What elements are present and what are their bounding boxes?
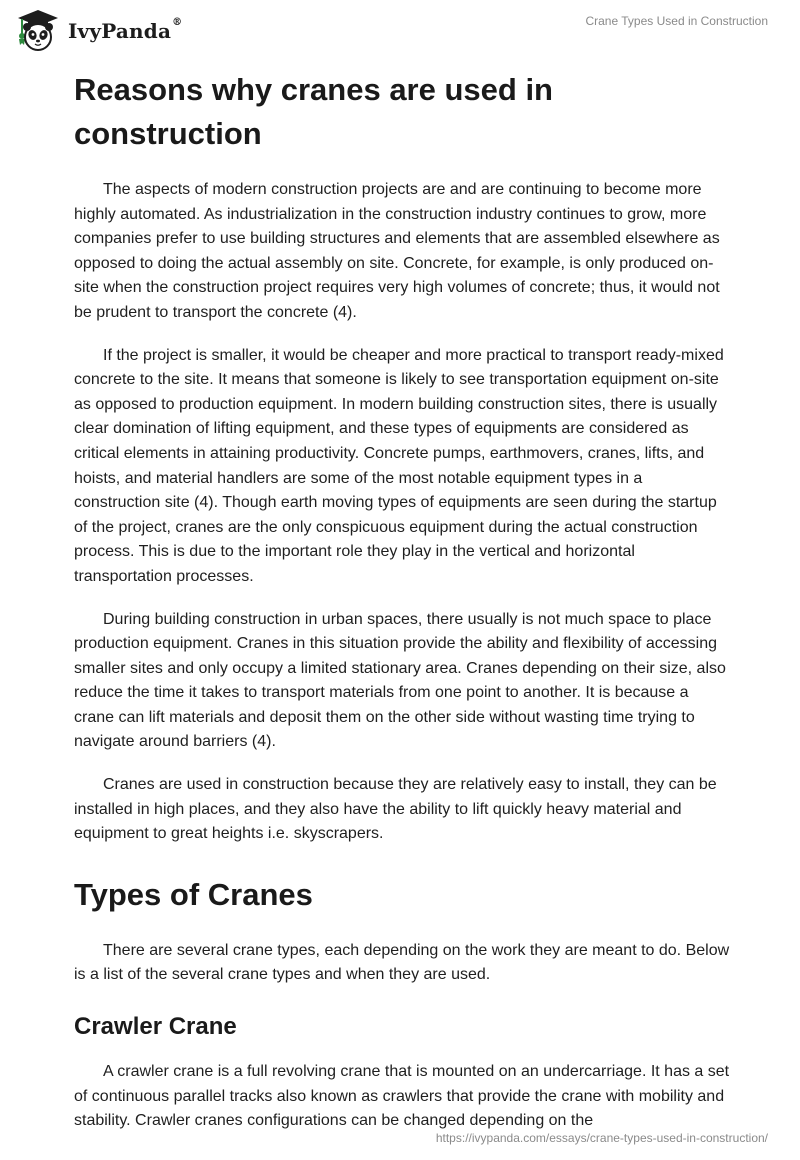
paragraph: The aspects of modern construction projects are and are continuing to become more highly automated. As industrialization in the construction industry continues to grow, more companies prefer to use building structures and elements that are assembled elsewhere as opposed to doing the actual assembly on site. Concrete, for example, is only produced on-site when the construction project requires very high volumes of concrete; thus, it would not be prudent to transport the concrete (4). bbox=[74, 181, 720, 321]
source-url[interactable]: https://ivypanda.com/essays/crane-types-used-in-construction/ bbox=[435, 1131, 768, 1145]
document-title: Crane Types Used in Construction bbox=[585, 14, 768, 28]
paragraph: If the project is smaller, it would be cheaper and more practical to transport ready-mixed concrete to the site. It means that someone is likely to see transportation equipment on-site as opposed to production equipment. In modern building construction sites, there is usually clear domination of lifting equipment, and these types of equipments are considered as critical elements in attaining productivity. Concrete pumps, earthmovers, cranes, lifts, and hoists, and material handlers are some of the most notable equipment types in a construction site (4). Though earth moving types of equipments are seen during the startup of the project, cranes are the only conspicuous equipment during the actual construction process. This is due to the important role they play in the vertical and horizontal transportation processes. bbox=[74, 346, 724, 585]
essay-content bbox=[74, 68, 730, 1152]
paragraph: A crawler crane is a full revolving crane that is mounted on an undercarriage. It has a set of continuous parallel tracks also known as crawlers that provide the crane with mobility and stability. Crawler cranes configurations can be changed depending on the bbox=[74, 1063, 730, 1130]
paragraph: Cranes are used in construction because they are relatively easy to install, they can be installed in high places, and they also have the ability to lift quickly heavy material and equipment to great heights i.e. skyscrapers. bbox=[74, 776, 717, 843]
paragraph: During building construction in urban spaces, there usually is not much space to place production equipment. Cranes in this situation provide the ability and flexibility of accessing smaller sites and only occupy a limited stationary area. Cranes depending on their size, also reduce the time it takes to transport materials from one point to another. It is because a crane can lift materials and deposit them on the other side without wasting time trying to navigate around barriers (4). bbox=[74, 610, 726, 751]
section-heading-types: Types of Cranes bbox=[74, 876, 313, 912]
registered-mark: ® bbox=[172, 17, 183, 28]
subsection-heading-crawler: Crawler Crane bbox=[74, 1013, 237, 1041]
section-heading-reasons: Reasons why cranes are used in construction bbox=[74, 72, 553, 151]
page-header bbox=[0, 0, 800, 60]
panda-graduate-icon bbox=[14, 8, 62, 52]
ivypanda-logo[interactable] bbox=[14, 8, 182, 52]
logo-wordmark: IvyPanda® bbox=[68, 17, 183, 43]
paragraph: There are several crane types, each depending on the work they are meant to do. Below is a list of the several crane types and when they are used. bbox=[74, 941, 730, 984]
